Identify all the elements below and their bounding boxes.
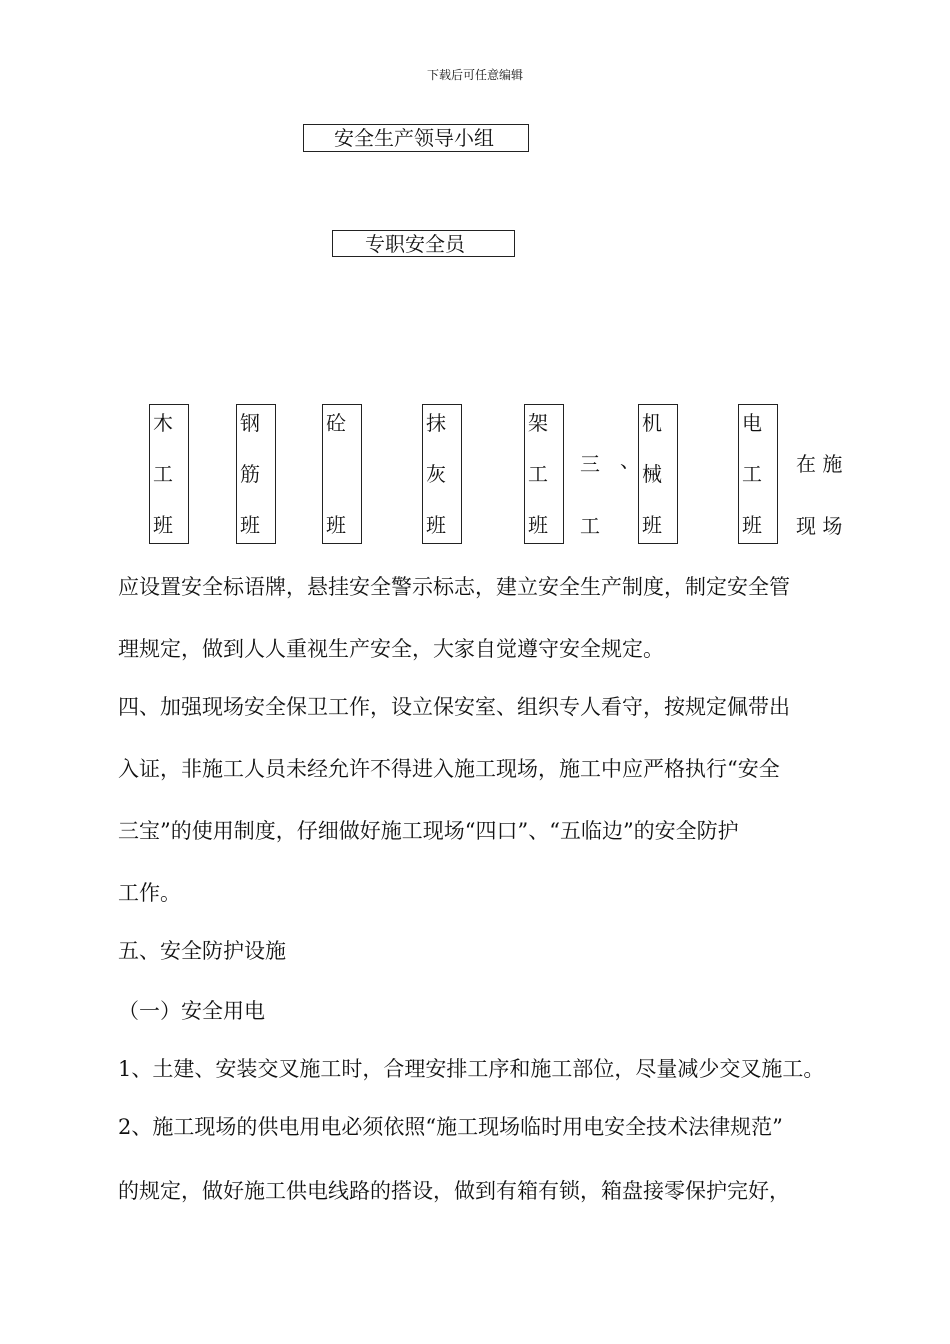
loose-text-xian-chang: 现 场 bbox=[796, 514, 843, 538]
team-char: 架 bbox=[528, 411, 548, 435]
team-box-carpentry bbox=[149, 404, 189, 544]
section-heading: 五、安全防护设施 bbox=[118, 939, 286, 963]
team-char: 械 bbox=[642, 462, 662, 486]
paragraph-line: 的规定，做好施工供电线路的搭设，做到有箱有锁，箱盘接零保护完好， bbox=[118, 1179, 790, 1203]
safety-officer-label: 专职安全员 bbox=[365, 232, 465, 256]
team-char: 抹 bbox=[426, 411, 446, 435]
team-char: 工 bbox=[742, 462, 762, 486]
team-char: 工 bbox=[528, 462, 548, 486]
loose-text-zai-shi: 在 施 bbox=[796, 452, 843, 476]
paragraph-line: 四、加强现场安全保卫工作，设立保安室、组织专人看守，按规定佩带出 bbox=[118, 695, 790, 719]
team-char: 班 bbox=[326, 513, 346, 537]
paragraph-line: 入证，非施工人员未经允许不得进入施工现场，施工中应严格执行“安全 bbox=[118, 757, 780, 781]
subsection-heading: （一）安全用电 bbox=[118, 999, 265, 1023]
team-char: 砼 bbox=[326, 411, 346, 435]
team-char: 班 bbox=[426, 513, 446, 537]
team-box-machinery bbox=[638, 404, 678, 544]
leadership-group-label: 安全生产领导小组 bbox=[334, 126, 494, 150]
safety-officer-box bbox=[332, 230, 515, 257]
loose-char-san: 三 bbox=[580, 452, 600, 476]
paragraph-line: 工作。 bbox=[118, 881, 181, 905]
team-box-scaffolding bbox=[524, 404, 564, 544]
team-char: 钢 bbox=[240, 411, 260, 435]
team-box-concrete bbox=[322, 404, 362, 544]
team-char: 筋 bbox=[240, 462, 260, 486]
paragraph-line: 2、施工现场的供电用电必须依照“施工现场临时用电安全技术法律规范” bbox=[118, 1115, 783, 1139]
team-char: 灰 bbox=[426, 462, 446, 486]
team-char: 班 bbox=[153, 513, 173, 537]
paragraph-line: 三宝”的使用制度，仔细做好施工现场“四口”、“五临边”的安全防护 bbox=[118, 819, 739, 843]
paragraph-line: 理规定，做到人人重视生产安全，大家自觉遵守安全规定。 bbox=[118, 637, 664, 661]
team-char: 班 bbox=[742, 513, 762, 537]
team-box-plastering bbox=[422, 404, 462, 544]
team-char: 班 bbox=[642, 513, 662, 537]
team-char: 班 bbox=[240, 513, 260, 537]
paragraph-line: 应设置安全标语牌，悬挂安全警示标志，建立安全生产制度，制定安全管 bbox=[118, 575, 790, 599]
team-char: 电 bbox=[742, 411, 762, 435]
team-box-rebar bbox=[236, 404, 276, 544]
paragraph-line: 1、土建、安装交叉施工时，合理安排工序和施工部位，尽量减少交叉施工。 bbox=[118, 1057, 825, 1081]
leadership-group-box bbox=[303, 124, 529, 152]
team-char: 木 bbox=[153, 411, 173, 435]
loose-char-dun: 、 bbox=[620, 448, 640, 472]
team-char: 工 bbox=[153, 462, 173, 486]
loose-char-gong: 工 bbox=[580, 514, 600, 538]
team-box-electrical bbox=[738, 404, 778, 544]
team-char: 班 bbox=[528, 513, 548, 537]
header-note: 下载后可任意编辑 bbox=[426, 68, 523, 82]
team-char: 机 bbox=[642, 411, 662, 435]
